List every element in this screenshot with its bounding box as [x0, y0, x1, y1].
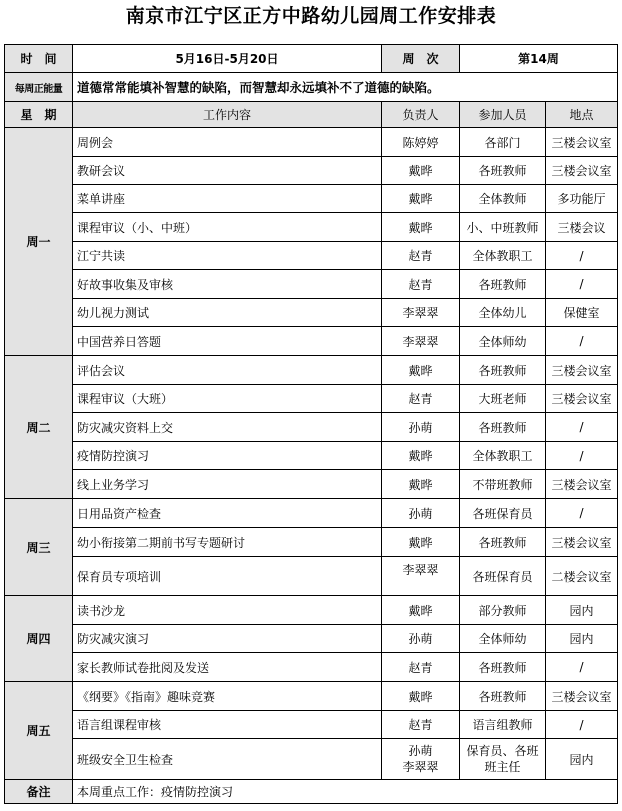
task-participants: 各班教师	[460, 356, 546, 385]
remarks-text: 本周重点工作：疫情防控演习	[73, 780, 618, 804]
remarks-row	[5, 780, 618, 804]
task-place: 二楼会议室	[546, 557, 618, 596]
task-participants: 各班教师	[460, 653, 546, 682]
task-content: 教研会议	[73, 157, 382, 185]
schedule-body	[5, 45, 618, 804]
column-header-row	[5, 102, 618, 128]
task-content: 疫情防控演习	[73, 442, 382, 470]
task-owner: 戴晔	[382, 356, 460, 385]
task-participants: 各班教师	[460, 528, 546, 557]
task-owner: 李翠翠	[382, 557, 460, 596]
task-place: /	[546, 270, 618, 299]
task-content: 菜单讲座	[73, 185, 382, 213]
task-owner: 孙萌	[382, 499, 460, 528]
col-owner: 负责人	[382, 102, 460, 128]
task-owner: 戴晔	[382, 157, 460, 185]
task-content: 《纲要》《指南》趣味竞赛	[73, 682, 382, 711]
task-participants-line: 班主任	[484, 760, 521, 774]
motto-text: 道德常常能填补智慧的缺陷，而智慧却永远填补不了道德的缺陷。	[73, 73, 618, 102]
task-owner: 陈婷婷	[382, 128, 460, 157]
col-participants: 参加人员	[460, 102, 546, 128]
task-participants: 全体教职工	[460, 442, 546, 470]
date-range: 5月16日-5月20日	[73, 45, 382, 73]
schedule-row	[5, 596, 618, 625]
week-label: 周 次	[382, 45, 460, 73]
schedule-row	[5, 299, 618, 327]
schedule-row	[5, 711, 618, 739]
schedule-row	[5, 413, 618, 442]
task-place: /	[546, 242, 618, 270]
schedule-row	[5, 356, 618, 385]
task-participants: 全体师幼	[460, 625, 546, 653]
task-participants: 小、中班教师	[460, 213, 546, 242]
task-participants: 部分教师	[460, 596, 546, 625]
schedule-row	[5, 557, 618, 596]
task-participants: 语言组教师	[460, 711, 546, 739]
task-place: /	[546, 413, 618, 442]
day-label: 周五	[5, 682, 73, 780]
schedule-row	[5, 442, 618, 470]
task-owner: 戴晔	[382, 185, 460, 213]
task-owner: 戴晔	[382, 596, 460, 625]
task-place: 多功能厅	[546, 185, 618, 213]
task-owner: 赵青	[382, 653, 460, 682]
task-owner: 李翠翠	[382, 299, 460, 327]
task-content: 保育员专项培训	[73, 557, 382, 596]
week-number: 第14周	[460, 45, 618, 73]
task-place: 三楼会议室	[546, 682, 618, 711]
task-content: 幼儿视力测试	[73, 299, 382, 327]
task-participants: 各班保育员	[460, 499, 546, 528]
time-label: 时 间	[5, 45, 73, 73]
task-participants	[460, 739, 546, 780]
task-participants: 不带班教师	[460, 470, 546, 499]
schedule-row	[5, 653, 618, 682]
task-participants: 大班老师	[460, 385, 546, 413]
task-content: 语言组课程审核	[73, 711, 382, 739]
schedule-row	[5, 213, 618, 242]
task-owner: 赵青	[382, 711, 460, 739]
schedule-row	[5, 157, 618, 185]
task-participants: 全体幼儿	[460, 299, 546, 327]
task-content: 课程审议（大班）	[73, 385, 382, 413]
task-place: 三楼会议室	[546, 157, 618, 185]
task-participants: 全体教职工	[460, 242, 546, 270]
task-place: 三楼会议室	[546, 470, 618, 499]
col-place: 地点	[546, 102, 618, 128]
task-place: 三楼会议室	[546, 528, 618, 557]
task-content: 评估会议	[73, 356, 382, 385]
task-participants: 各班教师	[460, 682, 546, 711]
task-content: 防灾减灾资料上交	[73, 413, 382, 442]
task-content: 课程审议（小、中班）	[73, 213, 382, 242]
task-place: 园内	[546, 625, 618, 653]
col-content: 工作内容	[73, 102, 382, 128]
day-label: 周一	[5, 128, 73, 356]
task-content: 中国营养日答题	[73, 327, 382, 356]
schedule-row	[5, 682, 618, 711]
task-place: 三楼会议室	[546, 128, 618, 157]
task-place: /	[546, 327, 618, 356]
schedule-row	[5, 128, 618, 157]
task-owner: 戴晔	[382, 442, 460, 470]
task-owner: 赵青	[382, 385, 460, 413]
page-title: 南京市江宁区正方中路幼儿园周工作安排表	[125, 5, 497, 27]
task-content: 线上业务学习	[73, 470, 382, 499]
day-label: 周三	[5, 499, 73, 596]
task-content: 日用品资产检查	[73, 499, 382, 528]
task-place: 园内	[546, 596, 618, 625]
task-content: 班级安全卫生检查	[73, 739, 382, 780]
task-content: 防灾减灾演习	[73, 625, 382, 653]
task-place: /	[546, 711, 618, 739]
task-owner: 赵青	[382, 242, 460, 270]
task-place: 三楼会议室	[546, 356, 618, 385]
schedule-row	[5, 327, 618, 356]
schedule-row	[5, 625, 618, 653]
task-owner: 赵青	[382, 270, 460, 299]
col-day: 星 期	[5, 102, 73, 128]
motto-label: 每周正能量	[5, 73, 73, 102]
schedule-row	[5, 528, 618, 557]
task-participants: 各班保育员	[460, 557, 546, 596]
task-owner: 戴晔	[382, 470, 460, 499]
day-label: 周二	[5, 356, 73, 499]
task-owner: 李翠翠	[382, 327, 460, 356]
task-owner: 孙萌	[382, 625, 460, 653]
task-participants-line: 保育员、各班	[466, 744, 539, 758]
schedule-row	[5, 470, 618, 499]
task-owner: 戴晔	[382, 213, 460, 242]
schedule-row	[5, 242, 618, 270]
task-participants: 各部门	[460, 128, 546, 157]
task-place: 园内	[546, 739, 618, 780]
task-owner: 孙萌	[382, 413, 460, 442]
task-owner-line: 李翠翠	[402, 760, 439, 774]
header-row-time	[5, 45, 618, 73]
task-participants: 各班教师	[460, 270, 546, 299]
task-participants: 各班教师	[460, 413, 546, 442]
task-owner	[382, 739, 460, 780]
task-owner-line: 孙萌	[408, 744, 433, 758]
schedule-row	[5, 385, 618, 413]
task-participants: 全体教师	[460, 185, 546, 213]
task-place: 三楼会议室	[546, 385, 618, 413]
task-place: /	[546, 442, 618, 470]
schedule-row	[5, 739, 618, 780]
schedule-row	[5, 185, 618, 213]
task-place: /	[546, 653, 618, 682]
weekly-schedule-table	[4, 44, 618, 804]
motto-row	[5, 73, 618, 102]
task-place: /	[546, 499, 618, 528]
remarks-label: 备注	[5, 780, 73, 804]
task-place: 三楼会议	[546, 213, 618, 242]
task-participants: 各班教师	[460, 157, 546, 185]
task-content: 好故事收集及审核	[73, 270, 382, 299]
task-content: 江宁共读	[73, 242, 382, 270]
task-participants: 全体师幼	[460, 327, 546, 356]
day-label: 周四	[5, 596, 73, 682]
task-content: 幼小衔接第二期前书写专题研讨	[73, 528, 382, 557]
task-content: 周例会	[73, 128, 382, 157]
task-owner: 戴晔	[382, 528, 460, 557]
task-owner: 戴晔	[382, 682, 460, 711]
task-place: 保健室	[546, 299, 618, 327]
schedule-row	[5, 270, 618, 299]
task-content: 家长教师试卷批阅及发送	[73, 653, 382, 682]
task-content: 读书沙龙	[73, 596, 382, 625]
schedule-row	[5, 499, 618, 528]
